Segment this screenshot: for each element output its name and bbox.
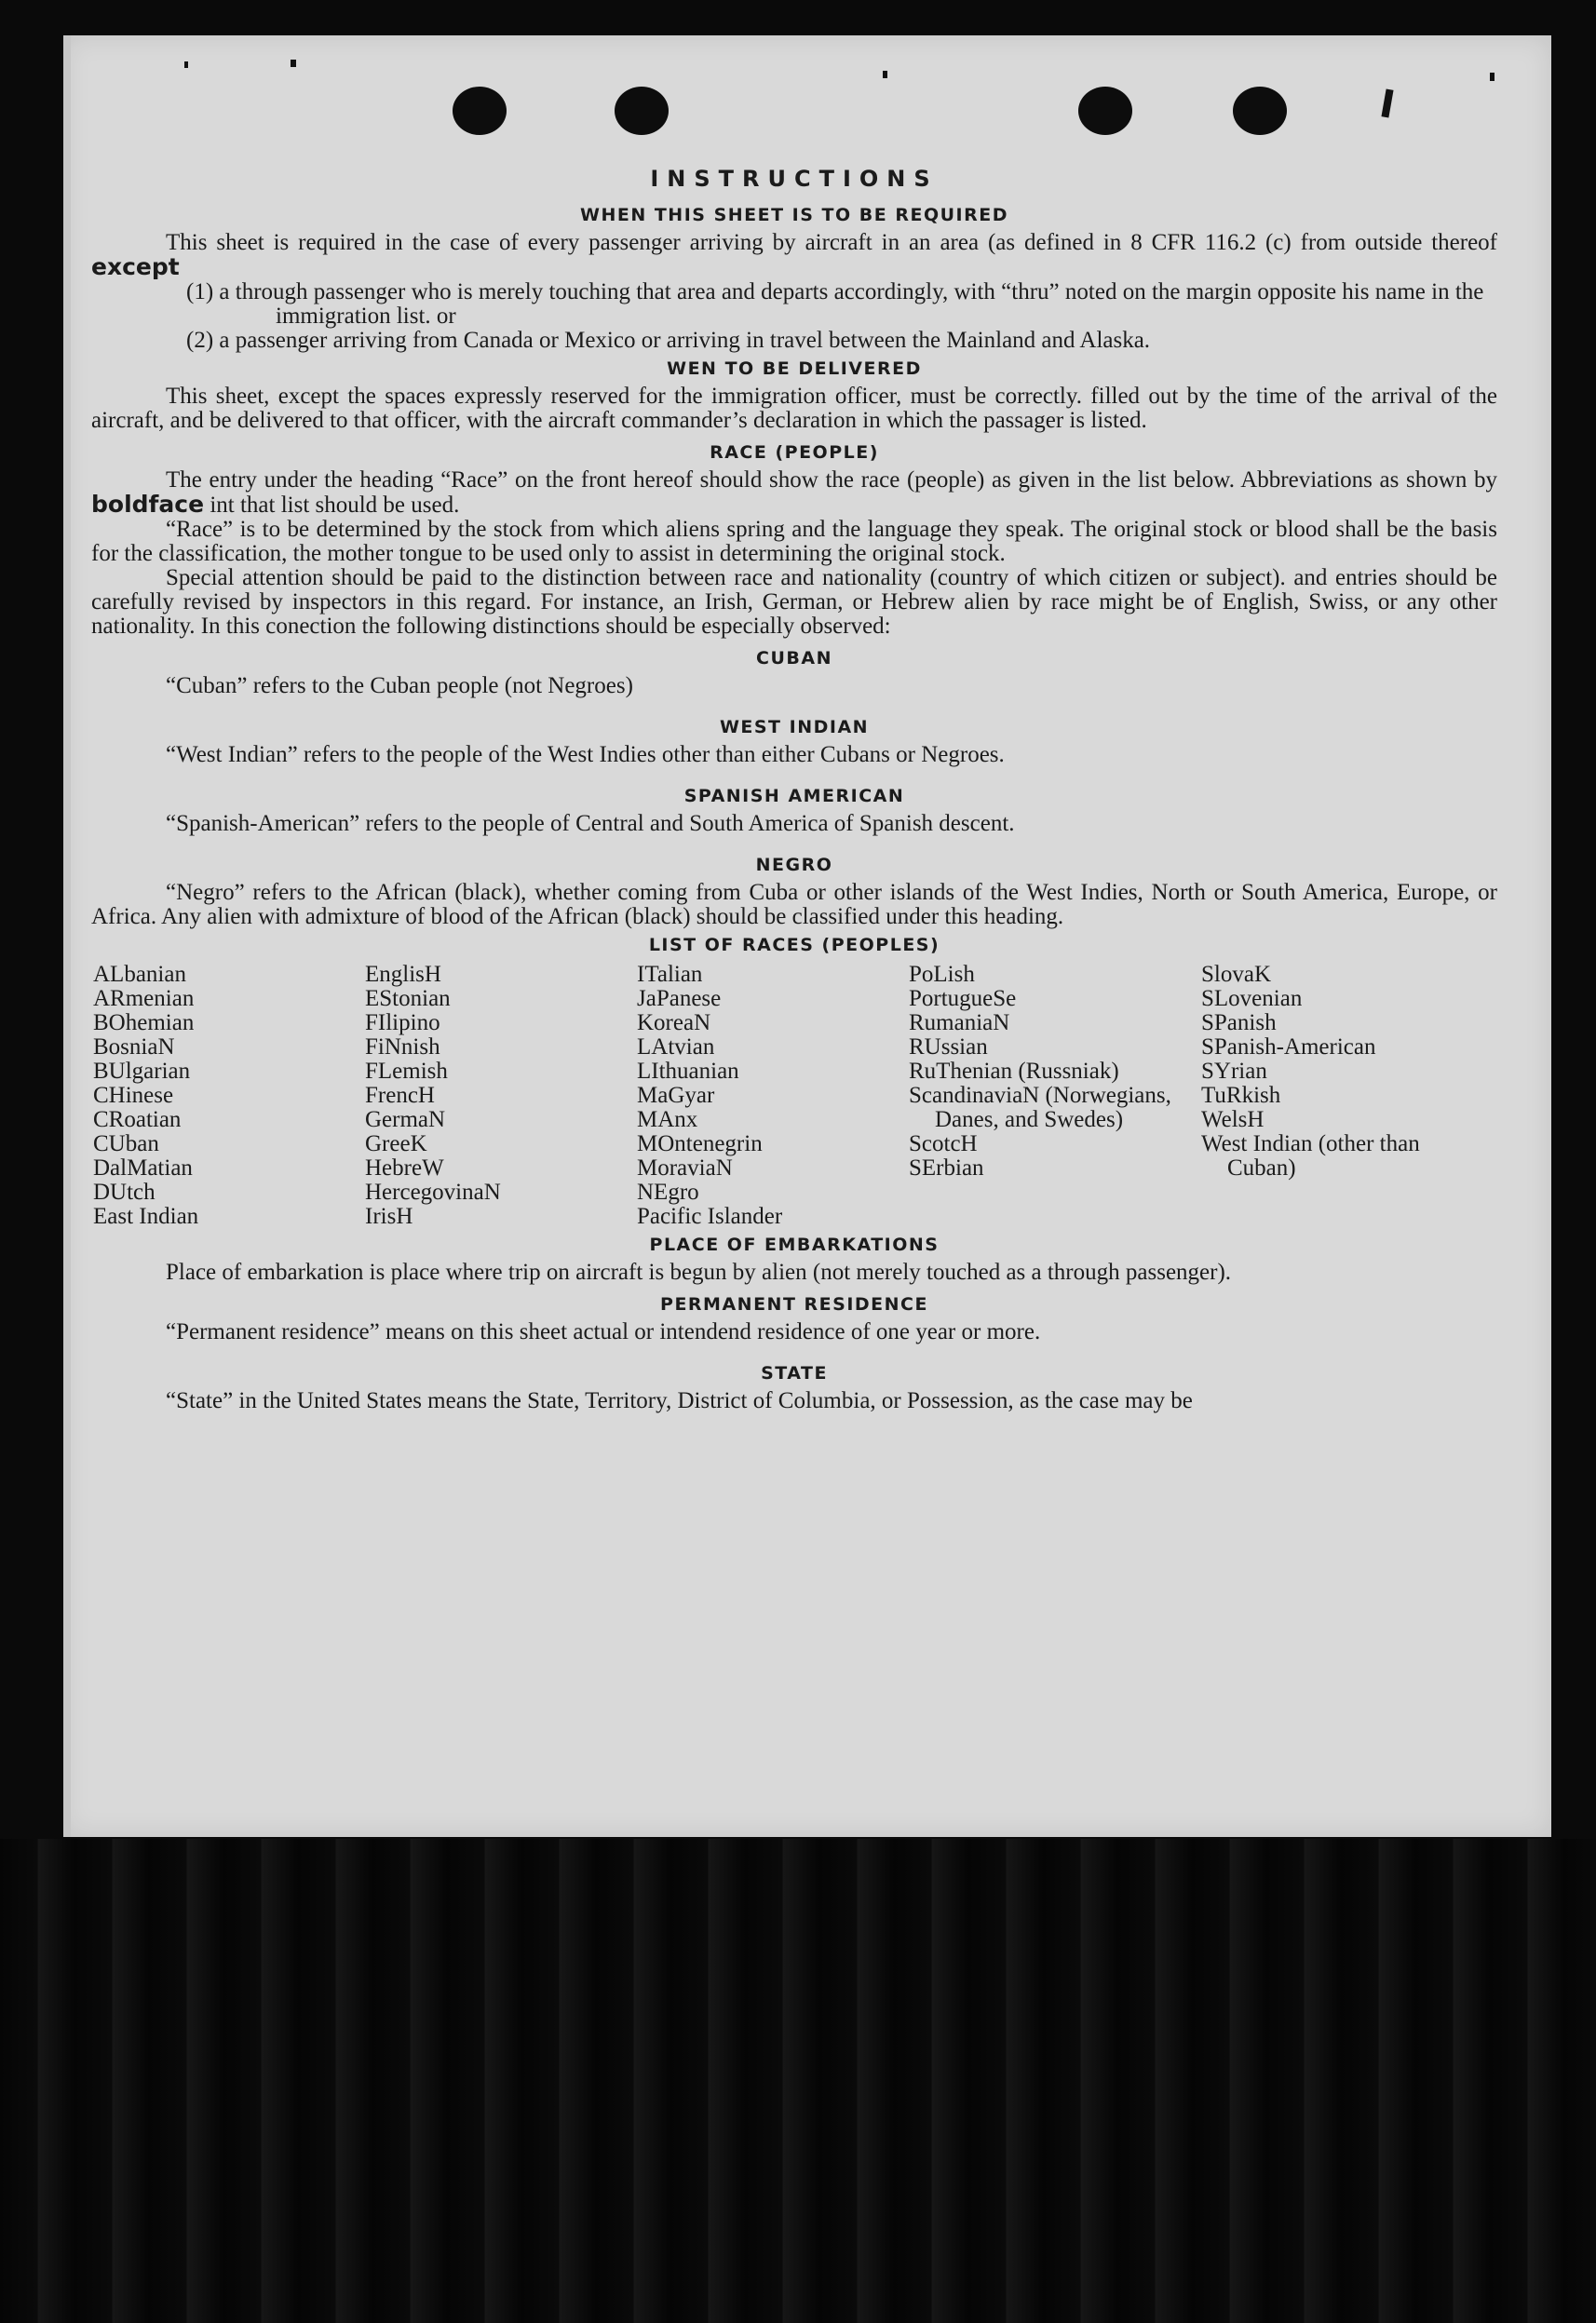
section-heading-race: RACE (PEOPLE): [710, 442, 879, 463]
race-list-item: HebreW: [365, 1155, 444, 1181]
race-list-item: LAtvian: [637, 1034, 715, 1060]
race-list-item: EStonian: [365, 986, 451, 1011]
race-list-item: ScandinaviaN (Norwegians, Danes, and Swedes): [909, 1083, 1171, 1132]
races-column-5: [1201, 963, 1443, 1229]
section-heading-spanish-american: SPANISH AMERICAN: [683, 786, 905, 806]
race-list-item: LIthuanian: [637, 1059, 739, 1084]
race-list-item: ITalian: [637, 962, 703, 987]
races-column-1: [93, 963, 365, 1229]
race-list-item: JaPanese: [637, 986, 722, 1011]
exception-item-1: (1) a through passenger who is merely touching that area and departs accordingly, with “thru” noted on the margin opposite his name in the immigration list. or: [186, 279, 1484, 329]
ink-speck: [1490, 73, 1495, 81]
punch-hole: [453, 87, 507, 135]
race-list-item: ScotcH: [909, 1131, 978, 1156]
race-list-item: SPanish-American: [1201, 1034, 1376, 1060]
negro-text: “Negro” refers to the African (black), whether coming from Cuba or other islands of the West Indies, North or South America, Europe, or Africa. Any alien with admixture of blood of the African (black) should be classified under this heading.: [91, 880, 1497, 929]
race-list-item: MOntenegrin: [637, 1131, 763, 1156]
section-heading-west-indian: WEST INDIAN: [719, 717, 870, 737]
instructions-body: [91, 166, 1497, 1413]
race-list-item: BUlgarian: [93, 1059, 191, 1084]
ink-speck: [184, 61, 188, 68]
race-paragraph-1: The entry under the heading “Race” on the front hereof should show the race (people) as given in the list below. Abbreviations as shown by boldface int that list should be used.: [91, 467, 1497, 518]
race-list-item: RUssian: [909, 1034, 988, 1060]
race-list-item: Pacific Islander: [637, 1204, 783, 1229]
race-list-item: TuRkish: [1201, 1083, 1281, 1108]
embarkation-text: Place of embarkation is place where trip on aircraft is begun by alien (not merely touched as a through passenger).: [166, 1260, 1232, 1285]
section-heading-negro: NEGRO: [755, 855, 833, 875]
race-list-item: FIlipino: [365, 1010, 440, 1035]
race-list-item: SlovaK: [1201, 962, 1271, 987]
race-list-item: SLovenian: [1201, 986, 1303, 1011]
race-paragraph-2: “Race” is to be determined by the stock from which aliens spring and the language they speak. The original stock or blood shall be the basis for the classification, the mother tongue to be used only to assist in determining the original stock.: [91, 517, 1497, 566]
delivered-text: This sheet, except the spaces expressly reserved for the immigration officer, must be correctly. filled out by the time of the arrival of the aircraft, and be delivered to that officer, with the aircraft commander’s declaration in which the passager is listed.: [91, 384, 1497, 433]
race-list-item: BOhemian: [93, 1010, 195, 1035]
race-list-item: MoraviaN: [637, 1155, 733, 1181]
document-page: [63, 35, 1551, 1837]
race-paragraph-3: Special attention should be paid to the distinction between race and nationality (country of which citizen or subject). and entries should be carefully revised by inspectors in this regard. For instance, an Irish, German, or Hebrew alien by race might be of English, Swiss, or any other nationality. In this conection the following distinctions should be especially observed:: [91, 565, 1497, 639]
section-heading-embarkation: PLACE OF EMBARKATIONS: [649, 1235, 940, 1255]
race-list-item: MaGyar: [637, 1083, 715, 1108]
races-column-3: [637, 963, 909, 1229]
race-list-item: CRoatian: [93, 1107, 182, 1132]
page-title: INSTRUCTIONS: [650, 166, 939, 192]
punch-hole: [1078, 87, 1132, 135]
punch-hole: [615, 87, 669, 135]
west-indian-text: “West Indian” refers to the people of the West Indies other than either Cubans or Negroes.: [166, 742, 1005, 767]
race-list-item: PoLish: [909, 962, 975, 987]
race-list-item: East Indian: [93, 1204, 199, 1229]
race-list-item: West Indian (other than Cuban): [1201, 1131, 1420, 1181]
race-list-item: HercegovinaN: [365, 1180, 501, 1205]
race-list-item: WelsH: [1201, 1107, 1265, 1132]
residence-text: “Permanent residence” means on this sheet actual or intendend residence of one year or more.: [166, 1319, 1041, 1344]
cuban-text: “Cuban” refers to the Cuban people (not Negroes): [166, 673, 633, 698]
race-list-item: BosniaN: [93, 1034, 175, 1060]
punch-hole: [1233, 87, 1287, 135]
page-edge: [63, 35, 71, 1837]
required-intro: This sheet is required in the case of every passenger arriving by aircraft in an area (as defined in 8 CFR 116.2 (c) from outside thereof except: [91, 230, 1497, 280]
section-heading-required: WHEN THIS SHEET IS TO BE REQUIRED: [579, 205, 1008, 225]
race-list-item: RuThenian (Russniak): [909, 1059, 1119, 1084]
race-list-item: SErbian: [909, 1155, 984, 1181]
race-list-item: NEgro: [637, 1180, 699, 1205]
except-bold: except: [91, 253, 180, 280]
race-list-item: SYrian: [1201, 1059, 1267, 1084]
spanish-american-text: “Spanish-American” refers to the people of Central and South America of Spanish descent.: [166, 811, 1015, 836]
ink-speck: [883, 71, 887, 78]
section-heading-delivered: WEN TO BE DELIVERED: [667, 358, 922, 379]
race-list-item: KoreaN: [637, 1010, 711, 1035]
race-list-item: FrencH: [365, 1083, 435, 1108]
section-heading-residence: PERMANENT RESIDENCE: [660, 1294, 928, 1315]
boldface-word: boldface: [91, 491, 205, 518]
race-list-item: GermaN: [365, 1107, 446, 1132]
race-list-item: CUban: [93, 1131, 159, 1156]
race-list-item: PortugueSe: [909, 986, 1017, 1011]
race-list-item: RumaniaN: [909, 1010, 1010, 1035]
races-column-2: [365, 963, 637, 1229]
section-heading-state: STATE: [761, 1363, 828, 1384]
race-list-item: IrisH: [365, 1204, 413, 1229]
section-heading-list-of-races: LIST OF RACES (PEOPLES): [648, 935, 940, 955]
race-list-item: FiNnish: [365, 1034, 440, 1060]
race-list-item: FLemish: [365, 1059, 448, 1084]
race-list-item: MAnx: [637, 1107, 698, 1132]
races-column-4: [909, 963, 1201, 1229]
section-heading-cuban: CUBAN: [756, 648, 832, 669]
race-list-item: GreeK: [365, 1131, 427, 1156]
state-text: “State” in the United States means the State, Territory, District of Columbia, or Possession, as the case may be: [166, 1388, 1193, 1413]
race-list-item: ALbanian: [93, 962, 186, 987]
ink-speck: [291, 60, 296, 67]
race-list-item: EnglisH: [365, 962, 441, 987]
race-list-item: DalMatian: [93, 1155, 193, 1181]
film-background: [0, 1839, 1596, 2323]
race-list-item: CHinese: [93, 1083, 174, 1108]
race-list-item: SPanish: [1201, 1010, 1277, 1035]
race-list-item: DUtch: [93, 1180, 156, 1205]
ink-speck: [1381, 89, 1393, 118]
races-list: [93, 963, 1497, 1229]
race-list-item: ARmenian: [93, 986, 195, 1011]
exception-item-2: (2) a passenger arriving from Canada or Mexico or arriving in travel between the Mainland and Alaska.: [186, 328, 1151, 353]
